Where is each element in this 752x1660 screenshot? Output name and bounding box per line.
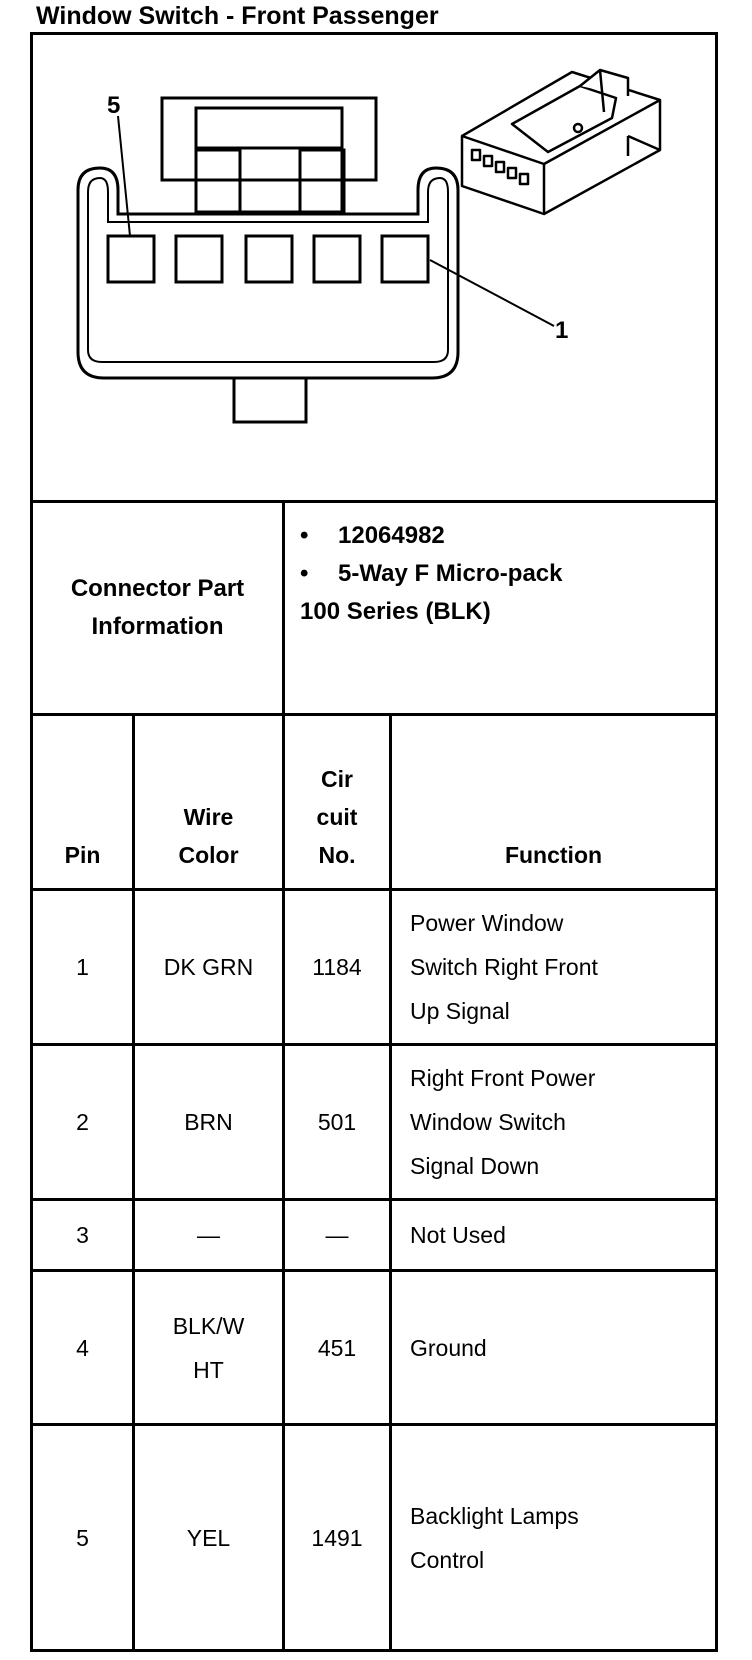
row1-function: Power Window Switch Right Front Up Signal	[410, 910, 598, 1024]
header-function: Function	[504, 842, 603, 868]
cavity-2	[314, 236, 360, 282]
row5-function: Backlight Lamps Control	[410, 1502, 579, 1573]
connector-part-details	[300, 517, 690, 631]
row2-pin: 2	[76, 1109, 89, 1135]
part-number: 12064982	[338, 522, 445, 549]
cavity-3	[246, 236, 292, 282]
cavity-5	[108, 236, 154, 282]
row5-circuit: 1491	[311, 1524, 363, 1551]
header-pin: Pin	[64, 842, 101, 868]
row3-wire-color: —	[197, 1222, 220, 1248]
cavity-1	[382, 236, 428, 282]
connector-isometric-icon	[462, 70, 660, 214]
connector-type: 5-Way F Micro-pack	[338, 560, 563, 587]
divider-info-column	[282, 500, 285, 716]
row5-pin: 5	[76, 1524, 89, 1551]
info-label-line1: Connector Part	[70, 575, 245, 602]
info-label-line2: Information	[91, 613, 224, 640]
row1-circuit: 1184	[312, 954, 362, 980]
connector-series: 100 Series (BLK)	[300, 598, 491, 625]
row3-pin: 3	[76, 1222, 89, 1248]
row3-circuit: —	[325, 1222, 349, 1248]
info-bullet-connector-type	[300, 555, 690, 593]
row3-function: Not Used	[410, 1222, 506, 1248]
row2-function: Right Front Power Window Switch Signal Down	[410, 1065, 596, 1179]
diagram-title: Window Switch - Front Passenger	[36, 2, 439, 30]
row4-pin: 4	[76, 1334, 89, 1361]
connector-housing-inner	[88, 178, 448, 362]
row1-wire-color: DK GRN	[163, 954, 254, 980]
connector-face-diagram	[33, 35, 715, 530]
row2-wire-color: BRN	[184, 1109, 233, 1135]
connector-housing-outer	[78, 168, 458, 378]
row2-circuit: 501	[317, 1109, 357, 1135]
leader-pin5	[118, 116, 130, 236]
cavity-4	[176, 236, 222, 282]
pin5-label: 5	[107, 92, 121, 119]
row4-function: Ground	[410, 1334, 487, 1361]
pin1-label: 1	[555, 317, 569, 344]
bullet-icon: •	[300, 522, 309, 549]
bullet-icon: •	[300, 560, 309, 587]
connector-key-tab	[234, 378, 306, 422]
pin-cavities	[108, 236, 428, 282]
row4-circuit: 451	[317, 1334, 357, 1361]
header-wire-color: Wire Color	[178, 804, 239, 868]
row1-pin: 1	[76, 954, 89, 980]
connector-part-information-label	[33, 503, 282, 713]
header-circuit-no: Cir cuit No.	[316, 766, 358, 868]
row4-wire-color: BLK/W HT	[172, 1312, 245, 1383]
info-bullet-part-number	[300, 517, 690, 555]
connector-latch	[162, 98, 376, 212]
row5-wire-color: YEL	[186, 1524, 231, 1551]
